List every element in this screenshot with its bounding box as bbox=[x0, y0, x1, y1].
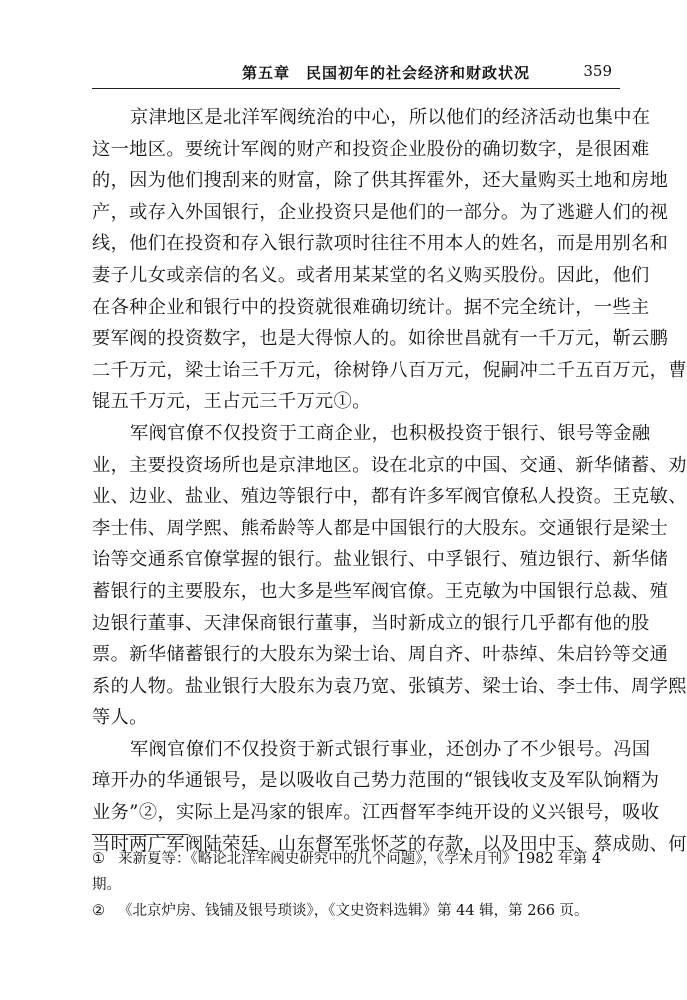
footnote-separator bbox=[92, 834, 188, 835]
header-rule bbox=[92, 88, 620, 89]
text-line: 系的人物。盐业银行大股东为袁乃宽、张镇芳、梁士诒、李士伟、周学熙 bbox=[92, 675, 687, 697]
text-line: 蓄银行的主要股东，也大多是些军阀官僚。王克敏为中国银行总裁、殖 bbox=[92, 580, 669, 602]
text-line: 李士伟、周学熙、熊希龄等人都是中国银行的大股东。交通银行是梁士 bbox=[92, 517, 669, 539]
text-line: 二千万元，梁士诒三千万元，徐树铮八百万元，倪嗣冲二千五百万元，曹 bbox=[92, 359, 687, 381]
footnote-mark: ① bbox=[92, 851, 105, 867]
text-line: 线，他们在投资和存入银行款项时往往不用本人的姓名，而是用别名和 bbox=[92, 233, 669, 255]
text-line: 在各种企业和银行中的投资就很难确切统计。据不完全统计，一些主 bbox=[92, 296, 650, 318]
text-line: 等人。 bbox=[92, 707, 148, 729]
footnote-mark: ② bbox=[92, 903, 105, 919]
footnote-continuation: 期。 bbox=[92, 877, 121, 893]
footnote bbox=[92, 846, 620, 872]
footnote-text: 《北京炉房、钱铺及银号琐谈》，《文史资料选辑》第 44 辑，第 266 页。 bbox=[118, 903, 589, 919]
text-line: 的，因为他们搜刮来的财富，除了供其挥霍外，还大量购买土地和房地 bbox=[92, 170, 669, 192]
text-line: 边银行董事、天津保商银行董事，当时新成立的银行几乎都有他的股 bbox=[92, 612, 650, 634]
text-line: 妻子儿女或亲信的名义。或者用某某堂的名义购买股份。因此，他们 bbox=[92, 264, 650, 286]
text-line: 业，主要投资场所也是京津地区。设在北京的中国、交通、新华储蓄、劝 bbox=[92, 454, 687, 476]
text-line: 业务”②，实际上是冯家的银库。江西督军李纯开设的义兴银号，吸收 bbox=[92, 802, 660, 824]
text-line: 军阀官僚们不仅投资于新式银行事业，还创办了不少银号。冯国 bbox=[130, 738, 651, 760]
text-line: 业、边业、盐业、殖边等银行中，都有许多军阀官僚私人投资。王克敏、 bbox=[92, 486, 687, 508]
text-line: 产，或存入外国银行，企业投资只是他们的一部分。为了逃避人们的视 bbox=[92, 201, 669, 223]
text-line: 京津地区是北洋军阀统治的中心，所以他们的经济活动也集中在 bbox=[130, 107, 651, 128]
text-line: 当时两广军阀陆荣廷、山东督军张怀芝的存款，以及田中玉、蔡成勋、何 bbox=[92, 833, 687, 855]
text-line: 票。新华储蓄银行的大股东为梁士诒、周自齐、叶恭绰、朱启钤等交通 bbox=[92, 644, 669, 666]
footnote-text: 来新夏等：《略论北洋军阀史研究中的几个问题》，《学术月刊》1982 年第 4 bbox=[118, 851, 602, 867]
text-line: 这一地区。要统计军阀的财产和投资企业股份的确切数字，是很困难 bbox=[92, 138, 650, 160]
chapter-title: 第五章 民国初年的社会经济和财政状况 bbox=[242, 64, 531, 82]
text-line: 军阀官僚不仅投资于工商企业，也积极投资于银行、银号等金融 bbox=[130, 422, 651, 444]
text-line: 诒等交通系官僚掌握的银行。盐业银行、中孚银行、殖边银行、新华储 bbox=[92, 549, 669, 571]
text-line: 璋开办的华通银号，是以吸收自己势力范围的“银钱收支及军队饷糈为 bbox=[92, 770, 660, 792]
text-line: 锟五千万元，王占元三千万元①。 bbox=[92, 391, 371, 413]
body-text bbox=[92, 102, 687, 860]
page-number: 359 bbox=[583, 62, 612, 80]
text-line: 要军阀的投资数字，也是大得惊人的。如徐世昌就有一千万元，靳云鹏 bbox=[92, 328, 669, 350]
running-header bbox=[92, 62, 612, 86]
footnote bbox=[92, 898, 620, 924]
footnotes bbox=[92, 846, 620, 924]
